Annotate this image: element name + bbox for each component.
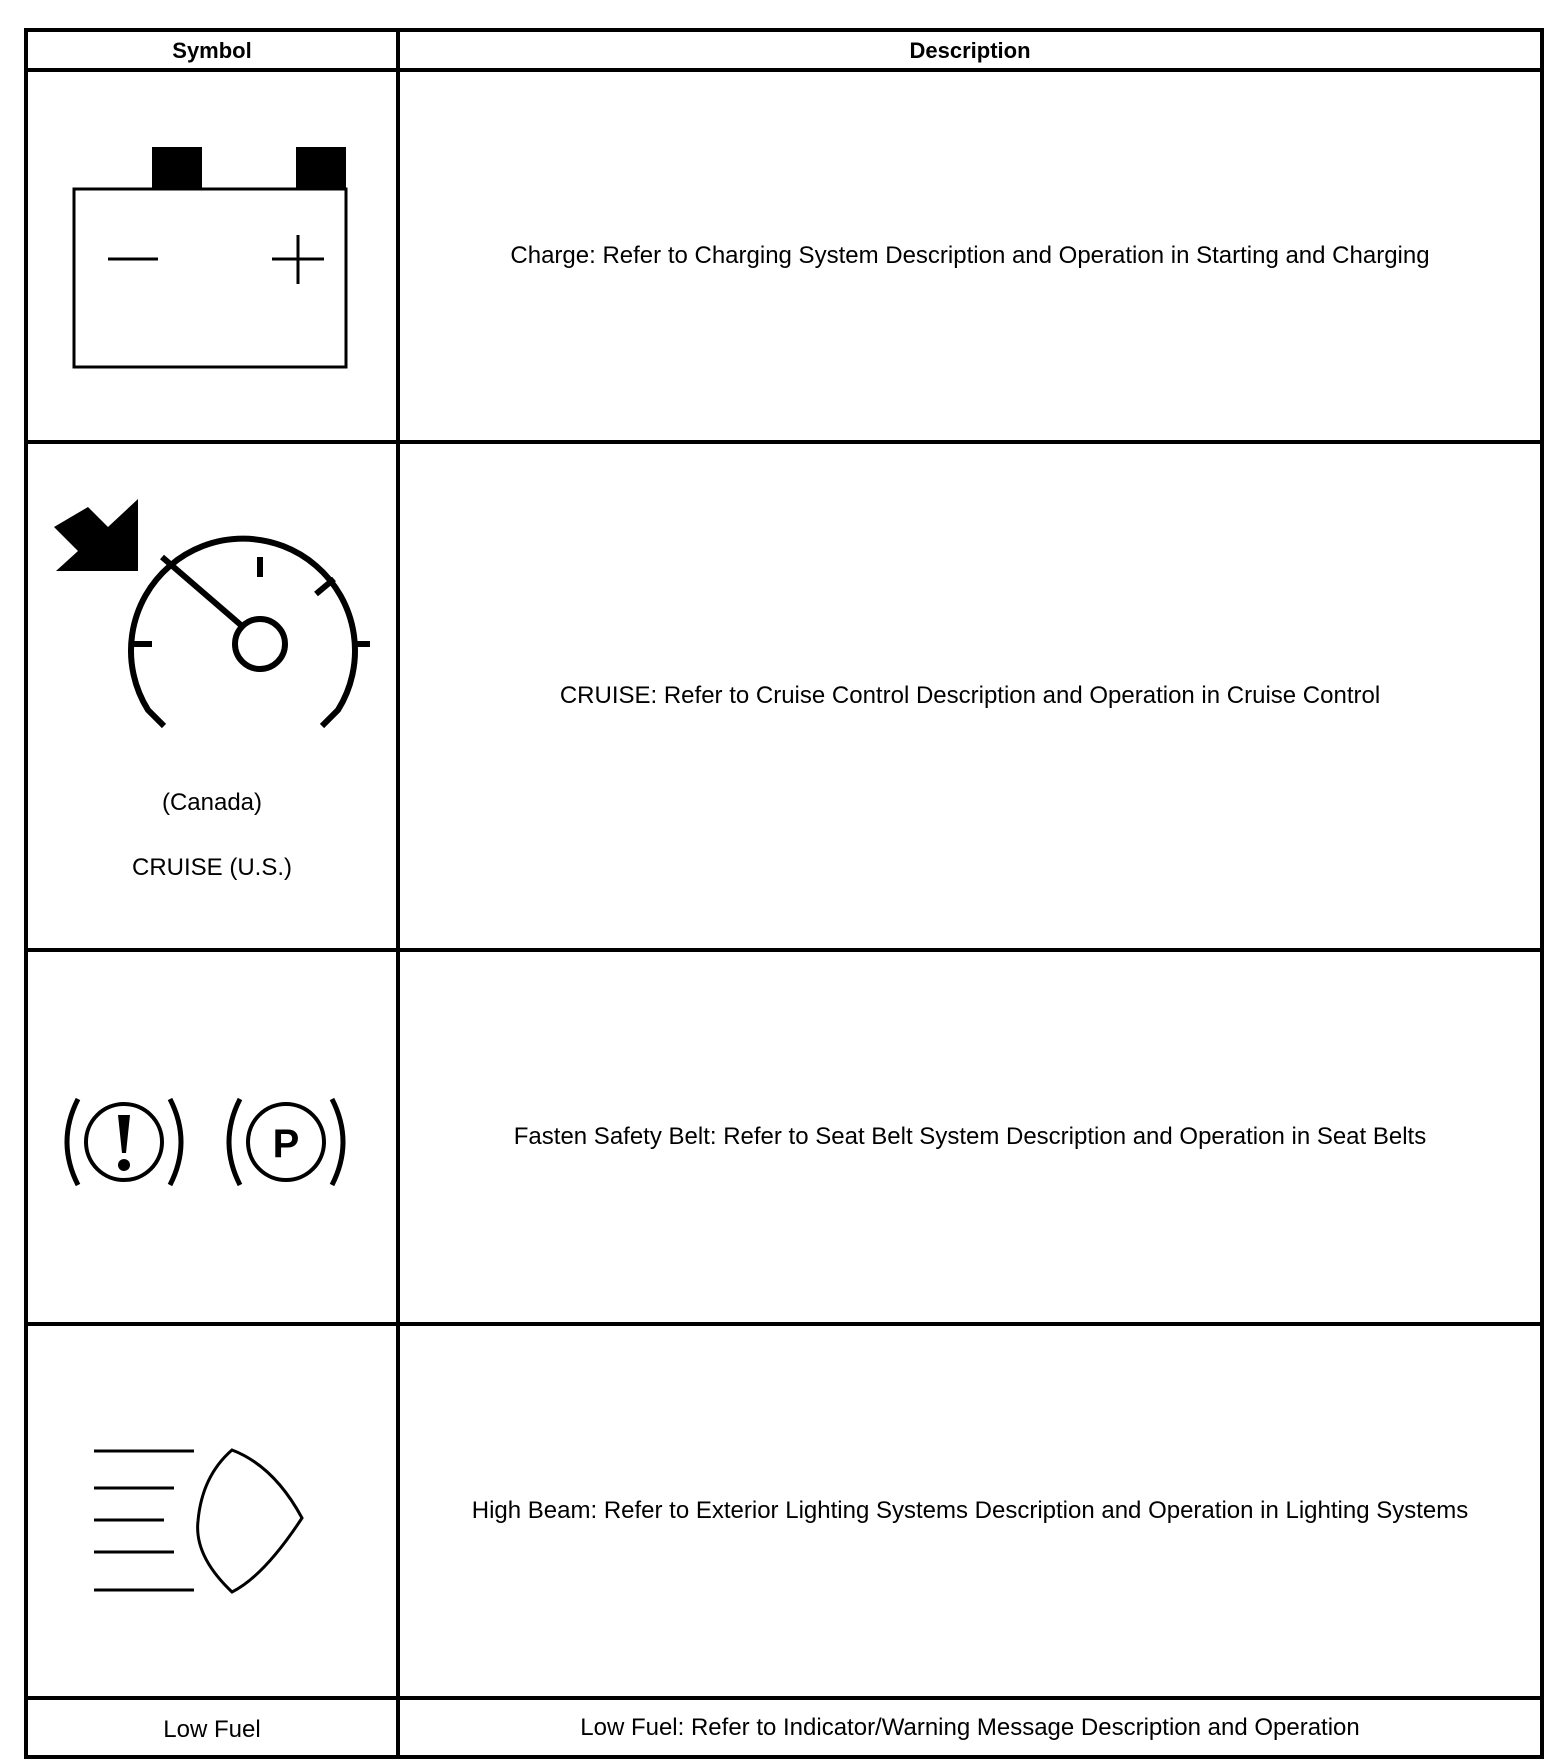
symbol-cell-low-fuel: Low Fuel xyxy=(163,1715,261,1743)
description-safety-belt: Fasten Safety Belt: Refer to Seat Belt System Description and Operation in Seat Belts xyxy=(513,1123,1427,1150)
symbol-description-table xyxy=(24,28,1544,1759)
high-beam-icon xyxy=(94,1446,324,1596)
symbol-cell-safety-belt xyxy=(28,952,396,1322)
cruise-speedometer-icon xyxy=(54,499,354,739)
symbol-caption-us: CRUISE (U.S.) xyxy=(131,854,292,881)
description-cruise: CRUISE: Refer to Cruise Control Description and Operation in Cruise Control xyxy=(559,682,1381,709)
description-charge: Charge: Refer to Charging System Description and Operation in Starting and Charging xyxy=(510,242,1430,269)
description-high-beam: High Beam: Refer to Exterior Lighting Systems Description and Operation in Lighting Systems xyxy=(471,1497,1469,1524)
brake-park-icon xyxy=(64,1097,354,1187)
battery-icon xyxy=(74,147,350,367)
svg-text:P: P xyxy=(272,1122,300,1166)
symbol-caption-canada: (Canada) xyxy=(161,789,263,816)
header-description: Description xyxy=(909,38,1031,63)
symbol-cell-high-beam xyxy=(28,1326,396,1696)
symbol-cell-cruise xyxy=(28,444,396,948)
description-low-fuel: Low Fuel: Refer to Indicator/Warning Message Description and Operation xyxy=(580,1713,1360,1741)
symbol-cell-charge xyxy=(28,72,396,440)
header-symbol: Symbol xyxy=(172,38,252,63)
